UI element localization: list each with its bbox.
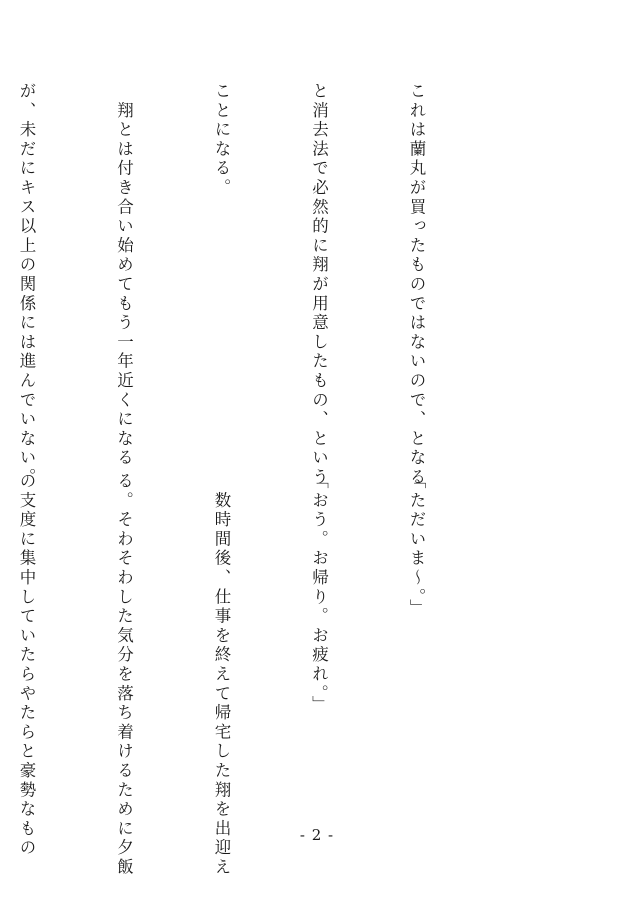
text-block-top (0, 82, 497, 488)
text-line: る。そわそわした気分を落ち着けるために夕飯 (114, 472, 134, 878)
text-line: が、未だにキス以上の関係には進んでいない。 (17, 82, 36, 488)
text-line: の支度に集中していたらやたらと豪勢なもの (17, 472, 36, 858)
text-block-bottom (0, 472, 497, 878)
text-line: これは蘭丸が買ったものではないので、となる (407, 82, 426, 488)
text-line: 翔とは付き合い始めてもう一年近くになる (114, 82, 134, 468)
text-line: と消去法で必然的に翔が用意したもの、という (309, 82, 329, 488)
text-line: ことになる。 (212, 82, 231, 198)
page-number: - 2 - (299, 826, 335, 844)
text-line: 「ただいま〜。」 (407, 472, 426, 619)
text-line: 数時間後、仕事を終えて帰宅した翔を出迎え (212, 472, 231, 878)
text-line: 「おう。お帰り。お疲れ。」 (309, 472, 329, 715)
